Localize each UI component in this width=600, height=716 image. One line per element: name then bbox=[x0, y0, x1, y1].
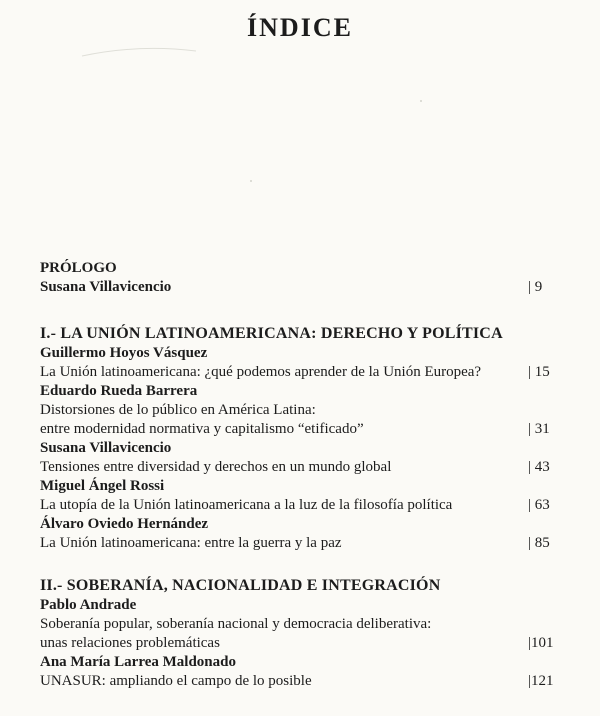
spacer bbox=[40, 553, 588, 575]
page-number: | 15 bbox=[528, 364, 550, 380]
entry-author: Miguel Ángel Rossi bbox=[40, 478, 165, 494]
spacer bbox=[40, 297, 588, 323]
entry-title: entre modernidad normativa y capitalismo “etificado” bbox=[40, 421, 364, 437]
page-number: | 85 bbox=[528, 535, 550, 551]
entry-author: Ana María Larrea Maldonado bbox=[40, 654, 236, 670]
entry-title: La Unión latinoamericana: ¿qué podemos aprender de la Unión Europea? bbox=[40, 364, 482, 380]
page-number: |121 bbox=[528, 673, 554, 689]
table-of-contents bbox=[40, 259, 588, 691]
entry-title-row bbox=[40, 615, 588, 634]
scan-artifact bbox=[80, 44, 200, 60]
prologue-author: Susana Villavicencio bbox=[40, 279, 172, 295]
entry-title-row bbox=[40, 363, 588, 382]
entry-author: Pablo Andrade bbox=[40, 597, 137, 613]
prologue-title: PRÓLOGO bbox=[40, 260, 117, 276]
scan-speck bbox=[420, 100, 422, 102]
page-number: | 9 bbox=[528, 279, 543, 295]
section-heading-1: I.- LA UNIÓN LATINOAMERICANA: DERECHO Y POLÍTICA bbox=[40, 325, 503, 342]
entry-title-row bbox=[40, 496, 588, 515]
entry-title-row bbox=[40, 634, 588, 653]
prologue-row bbox=[40, 278, 588, 297]
entry-title-row bbox=[40, 420, 588, 439]
page-number: | 63 bbox=[528, 497, 550, 513]
entry-title-row bbox=[40, 672, 588, 691]
entry-title: Soberanía popular, soberanía nacional y democracia deliberativa: bbox=[40, 616, 432, 632]
entry-title: La utopía de la Unión latinoamericana a la luz de la filosofía política bbox=[40, 497, 453, 513]
entry-author: Susana Villavicencio bbox=[40, 440, 172, 456]
entry-title-row bbox=[40, 534, 588, 553]
section-heading-2: II.- SOBERANÍA, NACIONALIDAD E INTEGRACIÓN bbox=[40, 577, 441, 594]
page-number: |101 bbox=[528, 635, 554, 651]
entry-title: unas relaciones problemáticas bbox=[40, 635, 220, 651]
entry-title-row bbox=[40, 458, 588, 477]
entry-title: Tensiones entre diversidad y derechos en un mundo global bbox=[40, 459, 392, 475]
entry-author: Guillermo Hoyos Vásquez bbox=[40, 345, 208, 361]
entry-author: Eduardo Rueda Barrera bbox=[40, 383, 198, 399]
entry-author: Álvaro Oviedo Hernández bbox=[40, 516, 209, 532]
entry-title-row bbox=[40, 401, 588, 420]
scan-speck bbox=[250, 180, 252, 182]
page-number: | 31 bbox=[528, 421, 550, 437]
page-title: ÍNDICE bbox=[247, 13, 353, 42]
entry-title: La Unión latinoamericana: entre la guerra y la paz bbox=[40, 535, 342, 551]
entry-title: Distorsiones de lo público en América Latina: bbox=[40, 402, 316, 418]
page-number: | 43 bbox=[528, 459, 550, 475]
entry-title: UNASUR: ampliando el campo de lo posible bbox=[40, 673, 312, 689]
